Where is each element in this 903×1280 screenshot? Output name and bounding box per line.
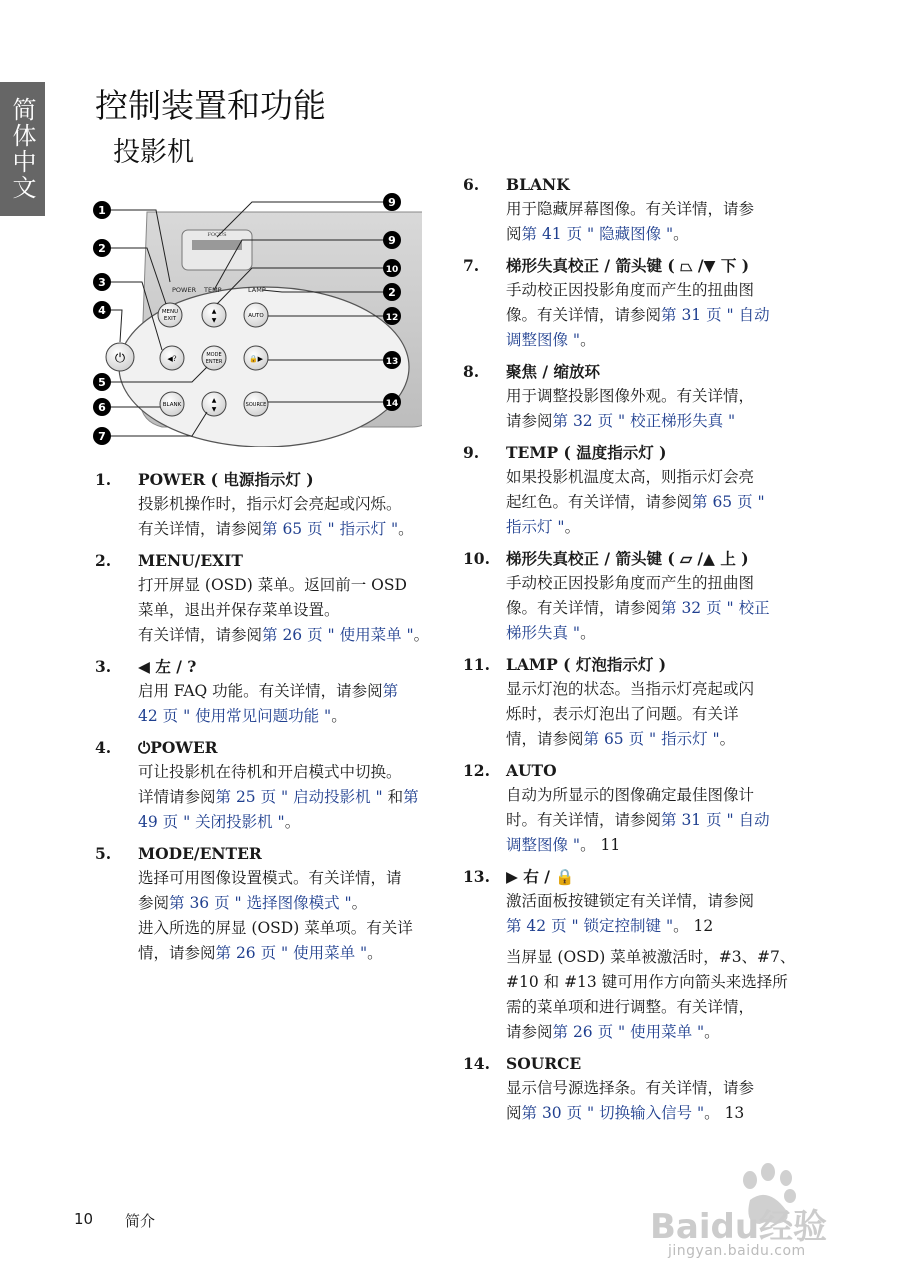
description-text: 参阅 [138, 894, 170, 912]
projector-control-panel-figure [92, 182, 422, 447]
item-description-line: 需的菜单项和进行调整。有关详情， [506, 998, 755, 1016]
item-title: TEMP ( 温度指示灯 ) [506, 443, 667, 462]
item-description-line: 手动校正因投影角度而产生的扭曲图 [506, 574, 755, 592]
description-text: 。 [413, 626, 430, 644]
svg-text:9: 9 [388, 234, 396, 247]
item-description-line [506, 515, 813, 540]
page-reference-link[interactable]: 第 26 页 " 使用菜单 " [552, 1023, 705, 1041]
page-title: 控制装置和功能 [95, 86, 326, 125]
item-description-line [506, 1020, 813, 1045]
page-reference-link[interactable]: 第 [403, 788, 419, 806]
power-button[interactable] [106, 343, 134, 371]
item-number: 10. [463, 549, 490, 568]
svg-text:3: 3 [98, 276, 106, 289]
description-text: 。 [564, 518, 581, 536]
feature-item [463, 758, 813, 858]
page-number: 10 [74, 1210, 94, 1228]
svg-text:SOURCE: SOURCE [245, 402, 267, 408]
page-reference-link[interactable]: 指示灯 " [506, 518, 565, 536]
section-name: 简介 [125, 1212, 156, 1230]
focus-ring-grip [192, 240, 242, 250]
item-number: 13. [463, 867, 490, 886]
item-description-line: 投影机操作时，指示灯会亮起或闪烁。 [138, 495, 402, 513]
auto-button[interactable] [244, 303, 268, 327]
description-text: 起红色。有关详情，请参阅 [506, 493, 693, 511]
svg-text:10: 10 [385, 265, 399, 275]
item-title: SOURCE [506, 1054, 582, 1073]
svg-text:2: 2 [388, 286, 396, 299]
language-tab-label: 简体中文 [8, 97, 36, 201]
description-text: 。 [673, 225, 689, 243]
page-reference-link[interactable]: 42 页 " 使用常见问题功能 " [138, 707, 332, 725]
svg-text:7: 7 [98, 430, 106, 443]
item-description-line [506, 303, 813, 328]
description-text: 启用 FAQ 功能。有关详情，请参阅 [138, 682, 383, 700]
power-icon: ⏻ [114, 351, 126, 366]
down-arrow-icon: ▼ [211, 317, 217, 324]
power-indicator-label: POWER [172, 286, 197, 294]
svg-text:MENU: MENU [161, 309, 179, 315]
callout-14 [383, 393, 401, 411]
item-title: ⏻POWER [138, 738, 218, 757]
description-text: 像。有关详情，请参阅 [506, 599, 662, 617]
svg-text:5: 5 [98, 376, 106, 389]
description-text: 阅 [506, 225, 522, 243]
item-description-line [506, 808, 813, 833]
item-title: AUTO [506, 761, 557, 780]
feature-item [463, 864, 813, 1045]
left-arrow-icon: ◀? [167, 355, 177, 363]
description-text: 。 [331, 707, 347, 725]
item-number: 6. [463, 175, 480, 194]
svg-text:12: 12 [385, 313, 399, 323]
feature-item [95, 841, 465, 966]
item-description-line: 激活面板按键锁定有关详情，请参阅 [506, 892, 755, 910]
item-description-line [138, 679, 465, 704]
focus-label: FOCUS [207, 232, 227, 238]
page-reference-link[interactable]: 第 26 页 " 使用菜单 " [262, 626, 414, 644]
source-button[interactable] [244, 392, 268, 416]
feature-item [463, 546, 813, 646]
description-text: 请参阅 [506, 412, 553, 430]
callout-13 [383, 351, 401, 369]
item-description-line: 自动为所显示的图像确定最佳图像计 [506, 786, 755, 804]
item-description-line [138, 785, 465, 810]
page-reference-link[interactable]: 梯形失真 " [506, 624, 581, 642]
svg-text:13: 13 [385, 357, 399, 367]
up-arrow-icon-2: ▲ [211, 397, 217, 404]
description-text: 阅 [506, 1104, 522, 1122]
callout-2b [383, 283, 401, 301]
item-number: 11. [463, 655, 490, 674]
description-text: 。 11 [580, 836, 621, 854]
description-text: 。 12 [673, 917, 714, 935]
item-description-line [506, 222, 813, 247]
page-reference-link[interactable]: 调整图像 " [506, 331, 581, 349]
item-description-line [506, 833, 813, 858]
left-faq-button[interactable] [160, 346, 184, 370]
down-arrow-icon-2: ▼ [211, 406, 217, 413]
svg-text:6: 6 [98, 401, 106, 414]
description-text: 像。有关详情，请参阅 [506, 306, 662, 324]
mode-enter-button[interactable] [202, 346, 226, 370]
right-lock-button[interactable] [244, 346, 268, 370]
item-description-line [506, 727, 813, 752]
item-description-line: #10 和 #13 键可用作方向箭头来选择所 [506, 973, 788, 991]
item-number: 2. [95, 551, 112, 570]
page-reference-link[interactable]: 第 32 页 " 校正梯形失真 " [552, 412, 736, 430]
item-title: 梯形失真校正 / 箭头键 ( ⏥ /▲ 上 ) [506, 549, 749, 568]
item-description-line [506, 596, 813, 621]
page-reference-link[interactable]: 第 30 页 " 切换输入信号 " [521, 1104, 705, 1122]
page-reference-link[interactable]: 第 65 页 " 指示灯 " [262, 520, 399, 538]
page-reference-link[interactable]: 第 65 页 " [692, 493, 765, 511]
callout-4 [93, 301, 111, 319]
item-title: LAMP ( 灯泡指示灯 ) [506, 655, 667, 674]
lamp-indicator-label: LAMP [248, 286, 266, 294]
description-text: 情，请参阅 [138, 944, 216, 962]
page-reference-link[interactable]: 第 36 页 " 选择图像模式 " [169, 894, 352, 912]
description-text: 有关详情，请参阅 [138, 520, 263, 538]
callout-9b [383, 231, 401, 249]
callout-10 [383, 259, 401, 277]
watermark-url: jingyan.baidu.com [668, 1243, 806, 1259]
page-reference-link[interactable]: 第 42 页 " 锁定控制键 " [506, 917, 674, 935]
item-description-line [506, 409, 813, 434]
item-number: 4. [95, 738, 112, 757]
feature-item [463, 253, 813, 353]
svg-text:EXIT: EXIT [163, 316, 177, 322]
item-description-line [506, 1101, 813, 1126]
item-number: 3. [95, 657, 112, 676]
item-description-line: 用于调整投影图像外观。有关详情， [506, 387, 755, 405]
feature-item [95, 467, 465, 542]
item-description-line: 如果投影机温度太高，则指示灯会亮 [506, 468, 755, 486]
menu-exit-button[interactable] [158, 303, 182, 327]
callout-7 [93, 427, 111, 445]
up-keystone-button[interactable] [202, 303, 226, 327]
item-description-line: 进入所选的屏显 (OSD) 菜单项。有关详 [138, 919, 413, 937]
item-title: MODE/ENTER [138, 844, 262, 863]
item-description-line: 打开屏显 (OSD) 菜单。返回前一 OSD [138, 576, 407, 594]
item-description-line: 选择可用图像设置模式。有关详情，请 [138, 869, 402, 887]
callout-3 [93, 273, 111, 291]
description-text: 时。有关详情，请参阅 [506, 811, 662, 829]
item-description-line: 菜单，退出并保存菜单设置。 [138, 601, 340, 619]
page-reference-link[interactable]: 第 65 页 " 指示灯 " [583, 730, 720, 748]
feature-item [463, 1051, 813, 1126]
feature-item [463, 172, 813, 247]
item-title: POWER ( 电源指示灯 ) [138, 470, 314, 489]
description-text: 情，请参阅 [506, 730, 584, 748]
item-description-line: 烁时，表示灯泡出了问题。有关详 [506, 705, 739, 723]
item-description-line [506, 490, 813, 515]
callout-9a [383, 193, 401, 211]
description-text: 详情请参阅 [138, 788, 216, 806]
svg-text:AUTO: AUTO [248, 313, 264, 319]
item-list-right [463, 172, 813, 1132]
item-description-line: 显示信号源选择条。有关详情，请参 [506, 1079, 755, 1097]
svg-text:2: 2 [98, 242, 106, 255]
page-reference-link[interactable]: 第 32 页 " 校正 [661, 599, 770, 617]
item-number: 14. [463, 1054, 490, 1073]
item-description-line [506, 328, 813, 353]
language-tab [0, 82, 45, 216]
page-reference-link[interactable]: 第 31 页 " 自动 [661, 811, 770, 829]
description-text: 。 [284, 813, 301, 831]
callout-5 [93, 373, 111, 391]
page-reference-link[interactable]: 第 26 页 " 使用菜单 " [215, 944, 368, 962]
item-description-line [138, 623, 465, 648]
description-text: 。 [580, 331, 596, 349]
item-number: 12. [463, 761, 490, 780]
page-reference-link[interactable]: 第 25 页 " 启动投影机 " [215, 788, 383, 806]
item-number: 7. [463, 256, 480, 275]
feature-item [463, 440, 813, 540]
item-description-line: 显示灯泡的状态。当指示灯亮起或闪 [506, 680, 755, 698]
svg-text:1: 1 [98, 204, 106, 217]
item-description-line [138, 704, 465, 729]
page-reference-link[interactable]: 第 41 页 " 隐藏图像 " [521, 225, 674, 243]
svg-text:4: 4 [98, 304, 106, 317]
item-number: 1. [95, 470, 112, 489]
down-keystone-button[interactable] [202, 392, 226, 416]
item-title: 聚焦 / 缩放环 [506, 362, 600, 381]
callout-1 [93, 201, 111, 219]
description-text: 。 [367, 944, 383, 962]
feature-item [95, 548, 465, 648]
item-number: 5. [95, 844, 112, 863]
temp-indicator-label: TEMP [204, 286, 222, 294]
item-description-line [138, 810, 465, 835]
description-text: 请参阅 [506, 1023, 553, 1041]
svg-text:9: 9 [388, 196, 396, 209]
page-reference-link[interactable]: 第 [382, 682, 399, 700]
item-description-line [138, 517, 465, 542]
watermark-brand: Baidu经验 [650, 1207, 828, 1247]
feature-item [463, 652, 813, 752]
page-reference-link[interactable]: 调整图像 " [506, 836, 581, 854]
projector-diagram [92, 182, 422, 447]
item-description-line: 手动校正因投影角度而产生的扭曲图 [506, 281, 755, 299]
description-text: 。 [719, 730, 736, 748]
svg-text:BLANK: BLANK [162, 402, 182, 408]
description-text: 。 [351, 894, 368, 912]
description-text: 有关详情，请参阅 [138, 626, 263, 644]
item-description-line [138, 941, 465, 966]
description-text: 。 13 [704, 1104, 745, 1122]
description-text: 。 [704, 1023, 720, 1041]
item-description-line: 用于隐藏屏幕图像。有关详情，请参 [506, 200, 755, 218]
svg-text:14: 14 [385, 399, 399, 409]
page-reference-link[interactable]: 49 页 " 关闭投影机 " [138, 813, 285, 831]
callout-2 [93, 239, 111, 257]
feature-item [95, 654, 465, 729]
item-list-left [95, 467, 465, 972]
item-number: 8. [463, 362, 480, 381]
feature-item [95, 735, 465, 835]
item-title: ▶ 右 / 🔒 [506, 867, 575, 886]
callout-6 [93, 398, 111, 416]
item-title: BLANK [506, 175, 570, 194]
item-description-line: 当屏显 (OSD) 菜单被激活时，#3、#7、 [506, 948, 796, 966]
up-arrow-icon: ▲ [211, 308, 217, 315]
description-text: 和 [382, 788, 404, 806]
lock-right-icon: 🔒▶ [248, 355, 264, 363]
item-description-line: 可让投影机在待机和开启模式中切换。 [138, 763, 402, 781]
section-title: 投影机 [113, 137, 194, 168]
description-text: 。 [398, 520, 414, 538]
description-text: 。 [580, 624, 596, 642]
callout-12 [383, 307, 401, 325]
feature-item [463, 359, 813, 434]
page-reference-link[interactable]: 第 31 页 " 自动 [661, 306, 770, 324]
item-description-line [506, 914, 813, 939]
item-title: 梯形失真校正 / 箭头键 ( ⏢ /▼ 下 ) [506, 256, 750, 275]
item-title: MENU/EXIT [138, 551, 243, 570]
item-description-line [506, 621, 813, 646]
item-title: ◀ 左 / ? [138, 657, 197, 676]
blank-button[interactable] [160, 392, 184, 416]
item-description-line [138, 891, 465, 916]
svg-text:MODE: MODE [206, 352, 222, 358]
svg-text:ENTER: ENTER [205, 359, 223, 365]
item-number: 9. [463, 443, 480, 462]
